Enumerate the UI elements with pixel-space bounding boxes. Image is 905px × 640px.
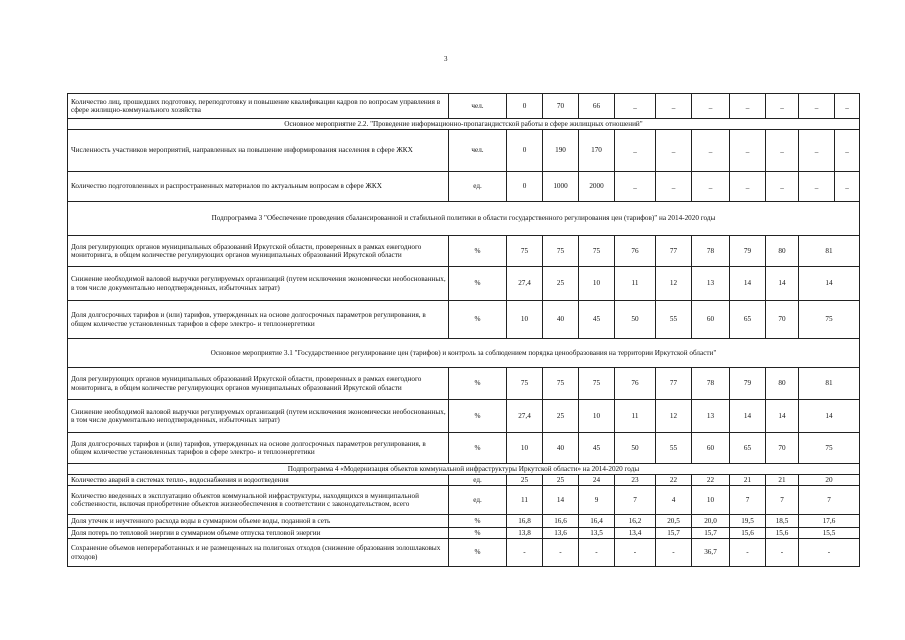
value-cell: 78 <box>692 236 730 267</box>
value-cell: 0 <box>507 130 543 172</box>
indicators-table <box>67 93 860 567</box>
value-cell: 40 <box>543 301 579 339</box>
value-cell: _ <box>615 172 656 202</box>
unit-cell: чел. <box>449 130 507 172</box>
value-cell: _ <box>766 94 799 119</box>
value-cell: _ <box>656 130 692 172</box>
value-cell: 75 <box>799 301 860 339</box>
table-row <box>68 475 860 486</box>
value-cell: 22 <box>656 475 692 486</box>
value-cell: 10 <box>579 267 615 301</box>
value-cell: 76 <box>615 236 656 267</box>
value-cell: 50 <box>615 433 656 464</box>
value-cell: 65 <box>730 301 766 339</box>
unit-cell: % <box>449 528 507 539</box>
unit-cell: % <box>449 400 507 433</box>
indicator-name: Доля регулирующих органов муниципальных образований Иркутской области, проверенных в рамках ежегодного мониторинга, в общем количестве регулирующих органов муниципальных образований Иркутской области <box>68 368 449 400</box>
table-row <box>68 301 860 339</box>
indicator-name: Доля долгосрочных тарифов и (или) тарифов, утвержденных на основе долгосрочных параметров регулирования, в общем количестве установленных тарифов в сфере электро- и теплоэнергетики <box>68 433 449 464</box>
value-cell: 20,0 <box>692 515 730 528</box>
value-cell: 10 <box>507 433 543 464</box>
value-cell: _ <box>766 172 799 202</box>
value-cell: _ <box>730 94 766 119</box>
value-cell: 9 <box>579 486 615 515</box>
value-cell: _ <box>615 94 656 119</box>
value-cell: 23 <box>615 475 656 486</box>
value-cell: 50 <box>615 301 656 339</box>
table-row <box>68 400 860 433</box>
value-cell: 36,7 <box>692 539 730 567</box>
value-cell: 2000 <box>579 172 615 202</box>
value-cell: _ <box>692 130 730 172</box>
section-header-row <box>68 339 860 368</box>
value-cell: 45 <box>579 301 615 339</box>
unit-cell: % <box>449 539 507 567</box>
table-row <box>68 267 860 301</box>
value-cell: 24 <box>579 475 615 486</box>
value-cell: 13,8 <box>507 528 543 539</box>
value-cell: - <box>799 539 860 567</box>
value-cell: 0 <box>507 172 543 202</box>
value-cell: 7 <box>799 486 860 515</box>
value-cell: _ <box>692 94 730 119</box>
section-title: Подпрограмма 3 "Обеспечение проведения сбалансированной и стабильной политики в области государственного регулирования цен (тарифов)" на 2014-2020 годы <box>68 202 860 236</box>
value-cell: 0 <box>507 94 543 119</box>
value-cell: 11 <box>615 400 656 433</box>
value-cell: 7 <box>766 486 799 515</box>
value-cell: 40 <box>543 433 579 464</box>
value-cell: 70 <box>543 94 579 119</box>
table-row <box>68 528 860 539</box>
indicators-table-body <box>68 94 860 567</box>
value-cell: 16,4 <box>579 515 615 528</box>
value-cell: 10 <box>579 400 615 433</box>
value-cell: _ <box>730 130 766 172</box>
value-cell: 55 <box>656 301 692 339</box>
value-cell: 7 <box>615 486 656 515</box>
value-cell: _ <box>656 94 692 119</box>
value-cell: _ <box>835 172 860 202</box>
value-cell: _ <box>730 172 766 202</box>
value-cell: _ <box>656 172 692 202</box>
value-cell: 81 <box>799 236 860 267</box>
unit-cell: ед. <box>449 172 507 202</box>
value-cell: 10 <box>507 301 543 339</box>
value-cell: 55 <box>656 433 692 464</box>
value-cell: 21 <box>766 475 799 486</box>
value-cell: 25 <box>543 400 579 433</box>
value-cell: 79 <box>730 236 766 267</box>
value-cell: 18,5 <box>766 515 799 528</box>
value-cell: 12 <box>656 400 692 433</box>
value-cell: 75 <box>543 368 579 400</box>
indicator-name: Доля утечек и неучтенного расхода воды в суммарном объеме воды, поданной в сеть <box>68 515 449 528</box>
value-cell: 22 <box>692 475 730 486</box>
value-cell: - <box>543 539 579 567</box>
value-cell: 15,5 <box>799 528 860 539</box>
value-cell: 14 <box>543 486 579 515</box>
value-cell: 60 <box>692 433 730 464</box>
value-cell: 1000 <box>543 172 579 202</box>
unit-cell: % <box>449 267 507 301</box>
value-cell: 13,6 <box>543 528 579 539</box>
value-cell: 10 <box>692 486 730 515</box>
table-row <box>68 94 860 119</box>
value-cell: 17,6 <box>799 515 860 528</box>
value-cell: 75 <box>799 433 860 464</box>
value-cell: _ <box>799 130 835 172</box>
section-header-row <box>68 119 860 130</box>
table-row <box>68 236 860 267</box>
value-cell: 77 <box>656 236 692 267</box>
value-cell: 78 <box>692 368 730 400</box>
unit-cell: % <box>449 301 507 339</box>
value-cell: 170 <box>579 130 615 172</box>
indicator-name: Доля долгосрочных тарифов и (или) тарифов, утвержденных на основе долгосрочных параметров регулирования, в общем количестве установленных тарифов в сфере электро- и теплоэнергетики <box>68 301 449 339</box>
value-cell: 25 <box>507 475 543 486</box>
value-cell: _ <box>692 172 730 202</box>
value-cell: - <box>579 539 615 567</box>
table-row <box>68 486 860 515</box>
value-cell: 76 <box>615 368 656 400</box>
value-cell: 81 <box>799 368 860 400</box>
value-cell: 65 <box>730 433 766 464</box>
indicator-name: Снижение необходимой валовой выручки регулируемых организаций (путем исключения экономически необоснованных, в том числе документально неподтвержденных, избыточных затрат) <box>68 400 449 433</box>
value-cell: 14 <box>766 267 799 301</box>
value-cell: 79 <box>730 368 766 400</box>
value-cell: 25 <box>543 475 579 486</box>
value-cell: 15,6 <box>766 528 799 539</box>
table-row <box>68 368 860 400</box>
unit-cell: % <box>449 368 507 400</box>
value-cell: 66 <box>579 94 615 119</box>
value-cell: 75 <box>543 236 579 267</box>
value-cell: 4 <box>656 486 692 515</box>
value-cell: _ <box>766 130 799 172</box>
value-cell: 45 <box>579 433 615 464</box>
value-cell: 14 <box>799 400 860 433</box>
value-cell: - <box>730 539 766 567</box>
value-cell: 70 <box>766 301 799 339</box>
value-cell: 16,6 <box>543 515 579 528</box>
indicator-name: Снижение необходимой валовой выручки регулируемых организаций (путем исключения экономически необоснованных, в том числе документально неподтвержденных, избыточных затрат) <box>68 267 449 301</box>
value-cell: 20,5 <box>656 515 692 528</box>
value-cell: 25 <box>543 267 579 301</box>
value-cell: 7 <box>730 486 766 515</box>
value-cell: 13 <box>692 267 730 301</box>
value-cell: 80 <box>766 236 799 267</box>
value-cell: 75 <box>579 368 615 400</box>
page-number: 3 <box>444 55 448 63</box>
value-cell: _ <box>615 130 656 172</box>
indicator-name: Сохранение объемов непереработанных и не размещенных на полигонах отходов (снижение образования золошлаковых отходов) <box>68 539 449 567</box>
indicator-name: Количество аварий в системах тепло-, водоснабжения и водоотведения <box>68 475 449 486</box>
section-title: Основное мероприятие 2.2. "Проведение информационно-пропагандистской работы в сфере жилищных отношений" <box>68 119 860 130</box>
unit-cell: % <box>449 515 507 528</box>
unit-cell: % <box>449 433 507 464</box>
value-cell: 13 <box>692 400 730 433</box>
value-cell: 70 <box>766 433 799 464</box>
indicator-name: Численность участников мероприятий, направленных на повышение информирования населения в сфере ЖКХ <box>68 130 449 172</box>
indicator-name: Количество лиц, прошедших подготовку, переподготовку и повышение квалификации кадров по вопросам управления в сфере жилищно-коммунального хозяйства <box>68 94 449 119</box>
value-cell: 13,4 <box>615 528 656 539</box>
value-cell: 27,4 <box>507 400 543 433</box>
value-cell: 20 <box>799 475 860 486</box>
value-cell: 14 <box>730 400 766 433</box>
value-cell: 19,5 <box>730 515 766 528</box>
value-cell: _ <box>835 94 860 119</box>
value-cell: 14 <box>799 267 860 301</box>
section-header-row <box>68 202 860 236</box>
value-cell: - <box>615 539 656 567</box>
unit-cell: ед. <box>449 486 507 515</box>
value-cell: 75 <box>579 236 615 267</box>
value-cell: 75 <box>507 236 543 267</box>
value-cell: 12 <box>656 267 692 301</box>
value-cell: 80 <box>766 368 799 400</box>
value-cell: _ <box>799 94 835 119</box>
value-cell: 16,8 <box>507 515 543 528</box>
table-row <box>68 172 860 202</box>
table-row <box>68 515 860 528</box>
unit-cell: ед. <box>449 475 507 486</box>
table-row <box>68 130 860 172</box>
value-cell: 27,4 <box>507 267 543 301</box>
section-title: Подпрограмма 4 «Модернизация объектов коммунальной инфраструктуры Иркутской области» на 2014-2020 годы <box>68 464 860 475</box>
value-cell: 15,7 <box>692 528 730 539</box>
value-cell: 14 <box>766 400 799 433</box>
value-cell: _ <box>799 172 835 202</box>
table-row <box>68 433 860 464</box>
value-cell: _ <box>835 130 860 172</box>
value-cell: 14 <box>730 267 766 301</box>
section-title: Основное мероприятие 3.1 "Государственное регулирование цен (тарифов) и контроль за соблюдением порядка ценообразования на территории Иркутской области" <box>68 339 860 368</box>
indicator-name: Количество подготовленных и распространенных материалов по актуальным вопросам в сфере ЖКХ <box>68 172 449 202</box>
indicator-name: Доля регулирующих органов муниципальных образований Иркутской области, проверенных в рамках ежегодного мониторинга, в общем количестве регулирующих органов муниципальных образований Иркутской области <box>68 236 449 267</box>
value-cell: 75 <box>507 368 543 400</box>
value-cell: 77 <box>656 368 692 400</box>
section-header-row <box>68 464 860 475</box>
value-cell: 11 <box>615 267 656 301</box>
table-row <box>68 539 860 567</box>
value-cell: 11 <box>507 486 543 515</box>
value-cell: 15,6 <box>730 528 766 539</box>
value-cell: 60 <box>692 301 730 339</box>
value-cell: 21 <box>730 475 766 486</box>
value-cell: - <box>507 539 543 567</box>
unit-cell: % <box>449 236 507 267</box>
value-cell: - <box>656 539 692 567</box>
indicator-name: Количество введенных в эксплуатацию объектов коммунальной инфраструктуры, находящихся в муниципальной собственности, включая приобретение объектов жизнеобеспечения в соответствии с законодательством, всего <box>68 486 449 515</box>
value-cell: - <box>766 539 799 567</box>
value-cell: 15,7 <box>656 528 692 539</box>
value-cell: 190 <box>543 130 579 172</box>
value-cell: 16,2 <box>615 515 656 528</box>
indicator-name: Доля потерь по тепловой энергии в суммарном объеме отпуска тепловой энергии <box>68 528 449 539</box>
unit-cell: чел. <box>449 94 507 119</box>
value-cell: 13,5 <box>579 528 615 539</box>
